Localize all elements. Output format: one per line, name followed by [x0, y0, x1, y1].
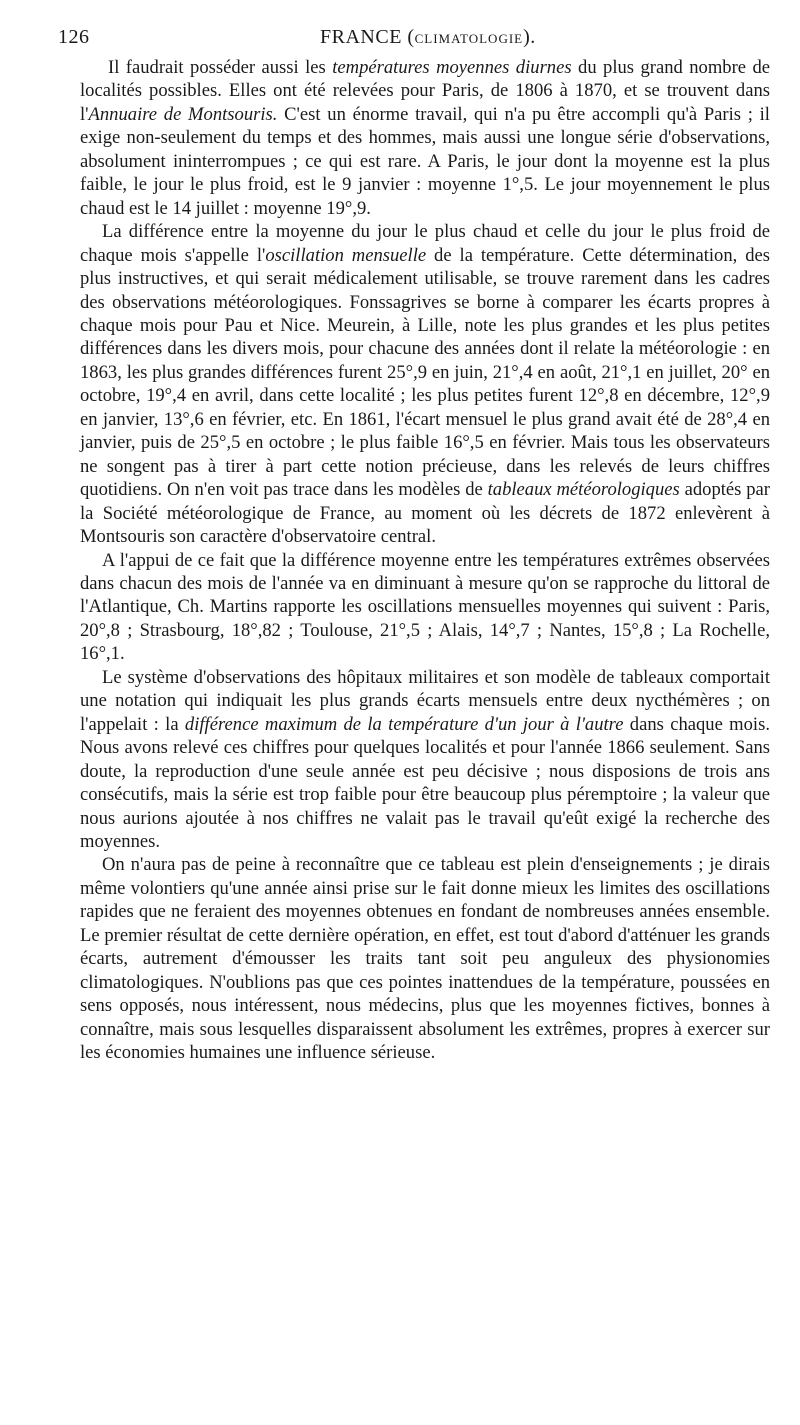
text-run: Le système d'observations des hôpitaux militaires et son modèle de tableaux comportait une notation qui indiquait les plus grands écarts mensuels entre deux nycthémères ; on l'appelait : la — [80, 666, 770, 735]
running-title — [320, 26, 536, 49]
page-number: 126 — [58, 26, 90, 48]
text-run: A l'appui de ce fait que la différence moyenne entre les températures extrêmes observées dans chacun des mois de l'année va en diminuant à mesure qu'on se rapproche du littoral de l'Atlantique, Ch. Martins rapporte les oscillations mensuelles moyennes qui suivent : Paris, 20°,8 ; Strasbourg, 18°,82 ; Toulouse, 21°,5 ; Alais, 14°,7 ; Nantes, 15°,8 ; La Rochelle, 16°,1. — [80, 549, 770, 665]
text-run: La différence entre la moyenne du jour le plus chaud et celle du jour le plus froid de chaque mois s'appelle l' — [80, 221, 770, 266]
italic-text: Annuaire de Montsouris. — [88, 103, 278, 125]
text-run: de la température. Cette détermination, des plus instructives, et qui serait médicalement utilisable, se trouve rarement dans les cadres des observations météorologiques. Fonssagrives se borne à comparer les écarts propres à chaque mois pour Pau et Nice. Meurein, à Lille, note les plus grandes et les plus petites différences dans les divers mois, pour chacune des années dont il relate la météorologie : en 1863, les plus grandes différences furent 25°,9 en juin, 21°,4 en août, 21°,1 en juillet, 20° en octobre, 19°,4 en avril, dans cette localité ; les plus petites furent 12°,8 en décembre, 12°,9 en janvier, 13°,6 en février, etc. En 1861, l'écart mensuel le plus grand avait été de 28°,4 en janvier, puis de 25°,5 en octobre ; le plus faible 16°,5 en février. Mais tous les observateurs ne songent pas à tirer à part cette notion précieuse, dans les relevés de leurs chiffres quotidiens. On n'en voit pas trace dans les modèles de — [80, 244, 770, 501]
running-title-main: FRANCE ( — [320, 26, 415, 48]
text-run: C'est un énorme travail, qui n'a pu être accompli qu'à Paris ; il exige non-seulement du temps et des hommes, mais aussi une longue série d'observations, absolument ininterrompues ; ce qui est rare. A Paris, le jour dont la moyenne est la plus faible, le jour le plus froid, est le 9 janvier : moyenne 1°,5. Le jour moyennement le plus chaud est le 14 juillet : moyenne 19°,9. — [80, 103, 770, 219]
italic-text: températures moyennes diurnes — [332, 57, 572, 78]
text-run: On n'aura pas de peine à reconnaître que ce tableau est plein d'enseignements ; je dirais même volontiers qu'une année ainsi prise sur le fait donne mieux les limites des oscillations rapides que ne feraient des moyennes obtenues en fondant de nombreuses années ensemble. Le premier résultat de cette dernière opération, en effet, est tout d'abord d'atténuer les grands écarts, autrement d'émousser les traits tant soit peu anguleux des physionomies climatologiques. N'oublions pas que ces pointes inattendues de la température, poussées en sens opposés, nous intéressent, nous médecins, plus que les moyennes fictives, bonnes à connaître, mais sous lesquelles disparaissent absolument les extrêmes, propres à exercer sur les économies humaines une influence sérieuse. — [80, 854, 770, 1064]
text-run: adoptés par la Société météorologique de France, au moment où les décrets de 1872 enlevèrent à Montsouris son caractère d'observatoire central. — [80, 479, 770, 548]
text-run: du plus grand nombre de localités possibles. Elles ont été relevées pour Paris, de 1806 à 1870, et se trouvent dans l' — [80, 57, 770, 125]
paragraph-military-hospitals — [80, 666, 770, 854]
paragraph-conclusion — [80, 853, 770, 1064]
book-page — [58, 26, 770, 1064]
text-run: Il faudrait posséder aussi les — [108, 57, 333, 78]
running-head — [58, 26, 770, 56]
running-title-section: CLIMATOLOGIE — [414, 31, 524, 46]
text-run: dans chaque mois. Nous avons relevé ces chiffres pour quelques localités et pour l'année 1866 seulement. Sans doute, la reproduction d'une seule année est peu décisive ; nous disposions de trois ans consécutifs, mais la série est trop faible pour être beaucoup plus péremptoire ; la valeur que nous aurions ajoutée à nos chiffres ne valait pas le travail qu'eût exigé la recherche des moyennes. — [80, 713, 770, 852]
running-title-end: ). — [523, 26, 536, 48]
paragraph-daily-mean-temperatures — [80, 56, 770, 220]
italic-text: tableaux météorologiques — [487, 479, 680, 501]
paragraph-monthly-oscillation — [80, 220, 770, 548]
italic-text: différence maximum de la température d'un jour à l'autre — [184, 713, 624, 735]
italic-text: oscillation mensuelle — [265, 244, 427, 266]
paragraph-martins-oscillations — [80, 549, 770, 666]
body-text — [80, 56, 770, 1064]
